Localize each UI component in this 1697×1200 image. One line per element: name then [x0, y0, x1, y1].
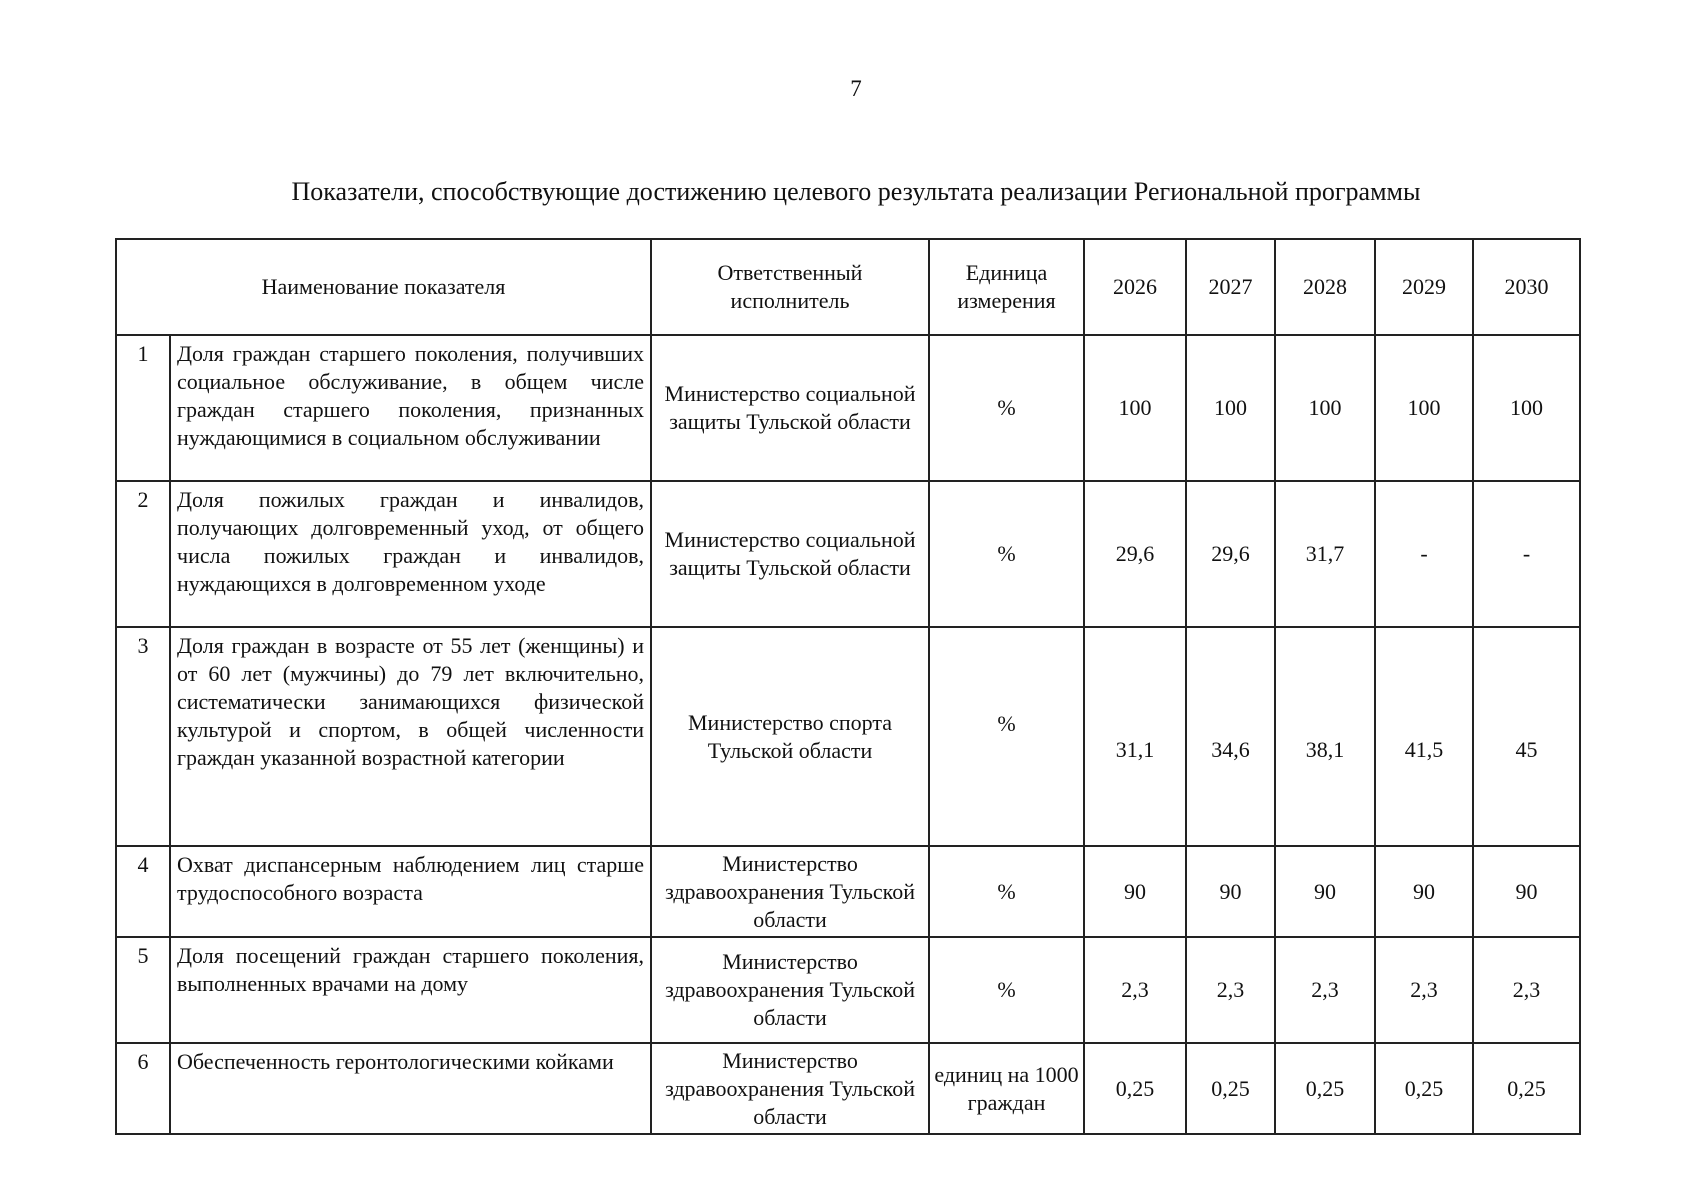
header-unit: Единица измерения — [929, 239, 1084, 335]
value-2030: 45 — [1473, 627, 1580, 846]
value-2028: 0,25 — [1275, 1043, 1375, 1134]
unit-cell: % — [929, 627, 1084, 846]
responsible-executor: Министерство здравоохранения Тульской области — [651, 937, 929, 1043]
value-2028: 31,7 — [1275, 481, 1375, 627]
table-row — [116, 481, 1580, 627]
value-2026: 29,6 — [1084, 481, 1186, 627]
value-2030: 0,25 — [1473, 1043, 1580, 1134]
value-2027: 29,6 — [1186, 481, 1275, 627]
indicator-name: Охват диспансерным наблюдением лиц старше трудоспособного возраста — [170, 846, 651, 937]
table-header-row — [116, 239, 1580, 335]
unit-cell: % — [929, 481, 1084, 627]
value-2026: 31,1 — [1084, 627, 1186, 846]
responsible-executor: Министерство здравоохранения Тульской области — [651, 846, 929, 937]
value-2030: 90 — [1473, 846, 1580, 937]
row-number: 2 — [116, 481, 170, 627]
value-2030: 100 — [1473, 335, 1580, 481]
header-year-2026: 2026 — [1084, 239, 1186, 335]
value-2027: 90 — [1186, 846, 1275, 937]
indicator-name: Доля пожилых граждан и инвалидов, получающих долговременный уход, от общего числа пожилых граждан и инвалидов, нуждающихся в долговременном уходе — [170, 481, 651, 627]
header-executor: Ответственный исполнитель — [651, 239, 929, 335]
row-number: 1 — [116, 335, 170, 481]
value-2029: 41,5 — [1375, 627, 1473, 846]
value-2030: - — [1473, 481, 1580, 627]
value-2028: 100 — [1275, 335, 1375, 481]
value-2029: 100 — [1375, 335, 1473, 481]
value-2028: 90 — [1275, 846, 1375, 937]
value-2029: - — [1375, 481, 1473, 627]
value-2026: 2,3 — [1084, 937, 1186, 1043]
responsible-executor: Министерство социальной защиты Тульской области — [651, 335, 929, 481]
value-2028: 38,1 — [1275, 627, 1375, 846]
indicator-name: Обеспеченность геронтологическими койками — [170, 1043, 651, 1134]
value-2030: 2,3 — [1473, 937, 1580, 1043]
header-year-2030: 2030 — [1473, 239, 1580, 335]
header-year-2028: 2028 — [1275, 239, 1375, 335]
row-number: 3 — [116, 627, 170, 846]
value-2028: 2,3 — [1275, 937, 1375, 1043]
value-2027: 0,25 — [1186, 1043, 1275, 1134]
indicators-table — [115, 238, 1581, 1135]
indicator-name: Доля граждан в возрасте от 55 лет (женщины) и от 60 лет (мужчины) до 79 лет включительно, систематически занимающихся физической культурой и спортом, в общей численности граждан указанной возрастной категории — [170, 627, 651, 846]
value-2026: 90 — [1084, 846, 1186, 937]
header-year-2029: 2029 — [1375, 239, 1473, 335]
table-row — [116, 846, 1580, 937]
row-number: 6 — [116, 1043, 170, 1134]
value-2027: 100 — [1186, 335, 1275, 481]
table-row — [116, 1043, 1580, 1134]
responsible-executor: Министерство социальной защиты Тульской области — [651, 481, 929, 627]
table-row — [116, 937, 1580, 1043]
page-number: 7 — [850, 76, 862, 101]
value-2029: 0,25 — [1375, 1043, 1473, 1134]
header-year-2027: 2027 — [1186, 239, 1275, 335]
value-2029: 2,3 — [1375, 937, 1473, 1043]
unit-cell: % — [929, 937, 1084, 1043]
unit-cell: единиц на 1000 граждан — [929, 1043, 1084, 1134]
value-2029: 90 — [1375, 846, 1473, 937]
table-row — [116, 627, 1580, 846]
unit-cell: % — [929, 846, 1084, 937]
unit-cell: % — [929, 335, 1084, 481]
document-title: Показатели, способствующие достижению целевого результата реализации Региональной программы — [291, 177, 1421, 206]
value-2026: 0,25 — [1084, 1043, 1186, 1134]
indicator-name: Доля граждан старшего поколения, получивших социальное обслуживание, в общем числе граждан старшего поколения, признанных нуждающимися в социальном обслуживании — [170, 335, 651, 481]
value-2027: 2,3 — [1186, 937, 1275, 1043]
responsible-executor: Министерство здравоохранения Тульской области — [651, 1043, 929, 1134]
value-2027: 34,6 — [1186, 627, 1275, 846]
row-number: 4 — [116, 846, 170, 937]
indicator-name: Доля посещений граждан старшего поколения, выполненных врачами на дому — [170, 937, 651, 1043]
responsible-executor: Министерство спорта Тульской области — [651, 627, 929, 846]
table-row — [116, 335, 1580, 481]
value-2026: 100 — [1084, 335, 1186, 481]
row-number: 5 — [116, 937, 170, 1043]
header-indicator-name: Наименование показателя — [116, 239, 651, 335]
